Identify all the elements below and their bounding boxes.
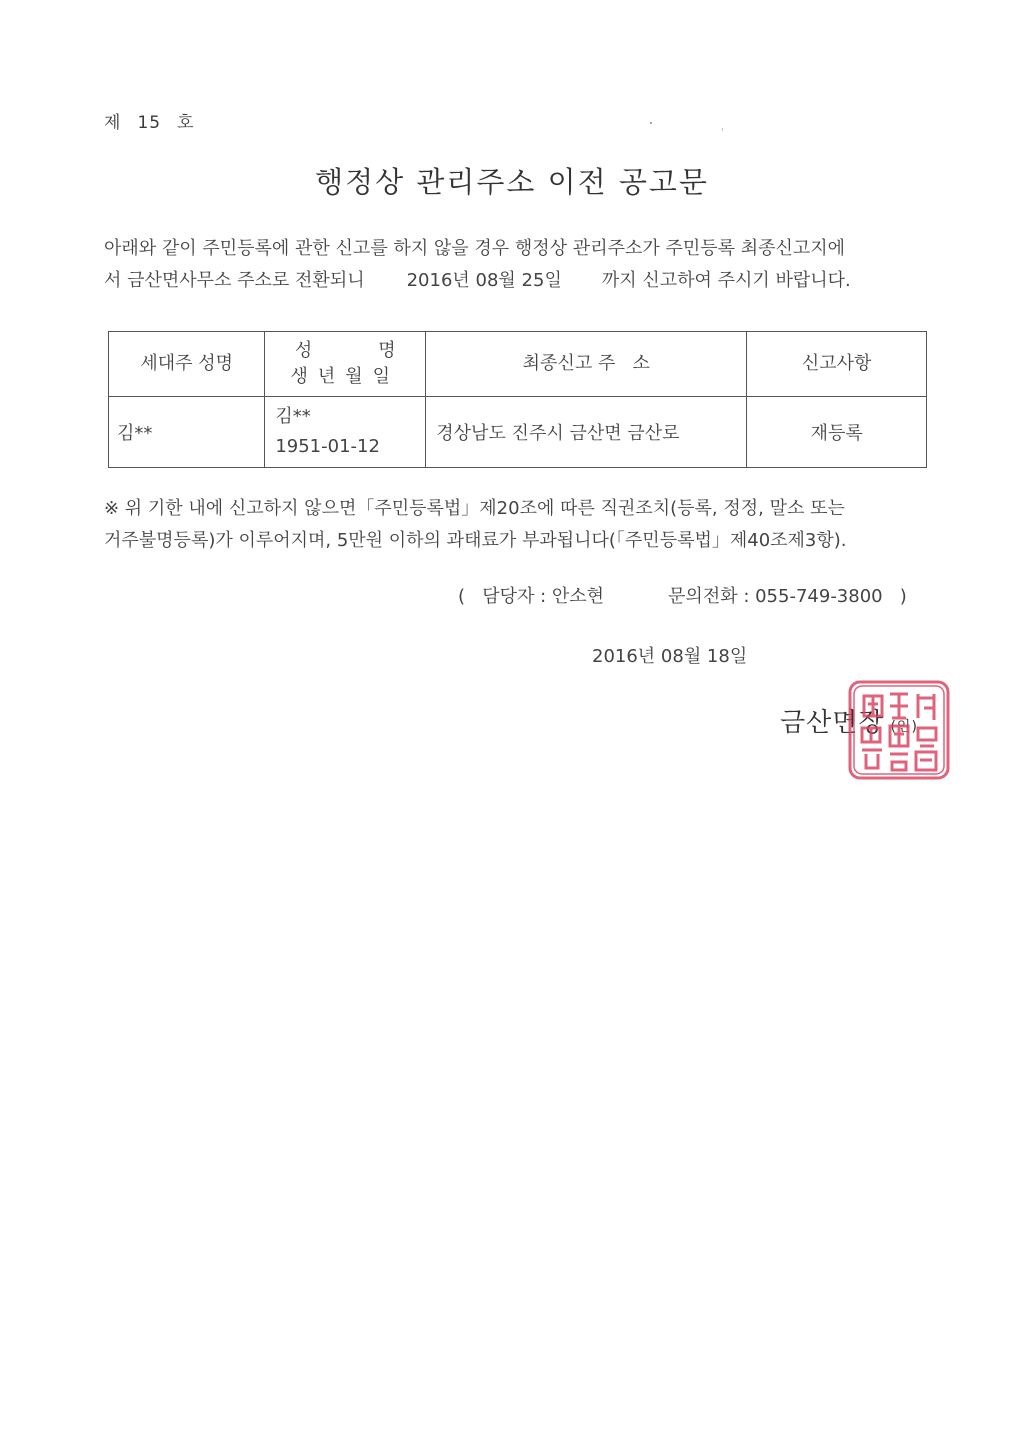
document-date: 2016년 08월 18일: [592, 646, 748, 667]
header-report: 신고사항: [747, 332, 927, 397]
header-birth: 생년월일: [290, 366, 401, 387]
document-number-value: 15: [137, 113, 162, 133]
notice-paragraph: [104, 493, 944, 557]
intro-line-2-end: 까지 신고하여 주시기 바랍니다.: [601, 270, 851, 291]
scan-speck: [650, 122, 652, 124]
document-number-prefix: 제: [104, 113, 122, 133]
document-number: [104, 108, 211, 133]
cell-name: 김**: [275, 406, 311, 427]
table-header-row: [109, 332, 927, 397]
intro-paragraph: [104, 233, 944, 297]
deadline-date: 2016년 08월 25일: [406, 270, 562, 291]
contact-close-paren: ): [899, 586, 907, 607]
contact-phone: 문의전화 : 055-749-3800: [668, 586, 883, 607]
header-address: 최종신고 주 소: [426, 332, 747, 397]
cell-report: 재등록: [747, 397, 927, 468]
issuer-name: 금산면장: [780, 708, 885, 738]
header-name-birth: [265, 332, 462, 397]
cell-birth: 1951-01-12: [275, 436, 380, 457]
scan-speck: [722, 128, 723, 131]
contact-info: [458, 582, 907, 608]
official-seal-icon: [846, 678, 952, 782]
notice-line-2: 거주불명등록)가 이루어지며, 5만원 이하의 과태료가 부과됩니다(「주민등록법」제40조제3항).: [104, 530, 847, 551]
issuer-seal-mark: (인): [890, 719, 918, 735]
contact-open-paren: (: [458, 586, 466, 607]
intro-line-2: [104, 265, 944, 297]
cell-name-birth: [265, 397, 426, 468]
records-table: [108, 331, 927, 468]
intro-line-1: 아래와 같이 주민등록에 관한 신고를 하지 않을 경우 행정상 관리주소가 주민등록 최종신고지에: [104, 238, 846, 259]
header-householder: 세대주 성명: [109, 332, 265, 397]
header-name: 성명: [294, 340, 462, 361]
notice-line-1: ※ 위 기한 내에 신고하지 않으면「주민등록법」제20조에 따른 직권조치(등록, 정정, 말소 또는: [104, 498, 845, 519]
intro-line-2-start: 서 금산면사무소 주소로 전환되니: [104, 270, 365, 291]
page-title: 행정상 관리주소 이전 공고문: [315, 165, 709, 199]
cell-address: 경상남도 진주시 금산면 금산로: [426, 397, 747, 468]
contact-manager: 담당자 : 안소현: [482, 586, 605, 607]
cell-householder: 김**: [109, 397, 265, 468]
table-row: [109, 397, 927, 468]
document-number-suffix: 호: [177, 113, 195, 133]
